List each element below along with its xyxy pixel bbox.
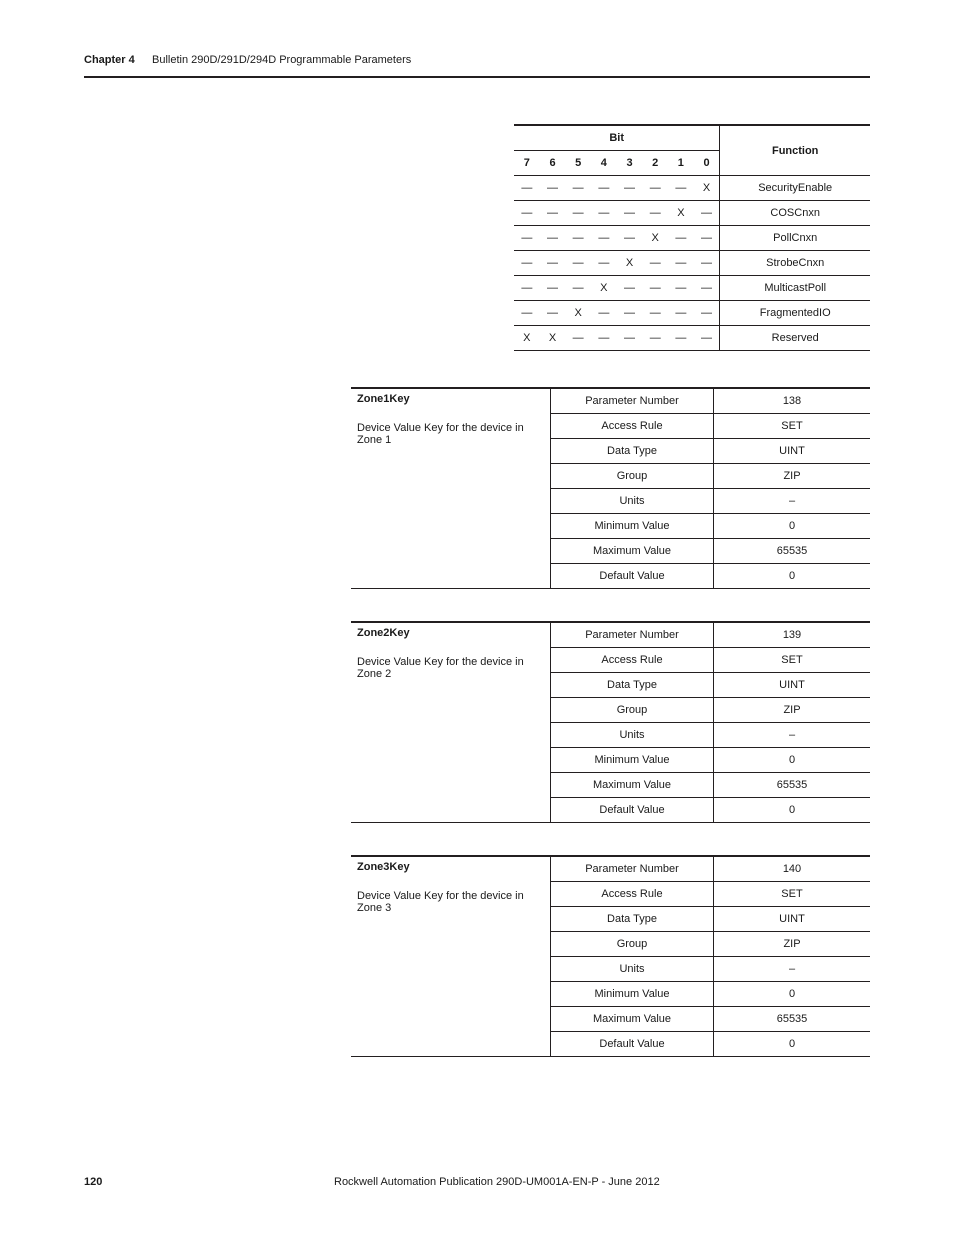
function-cell: MulticastPoll [720, 276, 870, 301]
bit-cell: — [565, 326, 591, 351]
param-attribute-value: – [714, 723, 871, 748]
bit-cell: — [668, 226, 694, 251]
param-attribute-value: UINT [714, 439, 871, 464]
bit-cell: X [694, 176, 720, 201]
param-attribute-value: 140 [714, 856, 871, 882]
bit-cell: — [591, 301, 617, 326]
param-attribute-label: Units [551, 723, 714, 748]
param-attribute-value: 65535 [714, 773, 871, 798]
param-attribute-label: Group [551, 464, 714, 489]
param-attribute-label: Access Rule [551, 648, 714, 673]
param-attribute-value: 0 [714, 1032, 871, 1057]
param-description: Device Value Key for the device in Zone 3 [357, 890, 524, 914]
bit-cell: — [565, 201, 591, 226]
param-attribute-label: Default Value [551, 564, 714, 589]
param-attribute-value: 0 [714, 982, 871, 1007]
bit-cell: — [617, 276, 643, 301]
bit-cell: — [694, 326, 720, 351]
param-attribute-value: 0 [714, 748, 871, 773]
table-row [351, 388, 870, 414]
bit-cell: — [591, 201, 617, 226]
bit-number-header: 4 [591, 151, 617, 176]
param-table-zone3key [351, 855, 870, 1057]
bit-cell: — [514, 301, 540, 326]
table-row [514, 226, 870, 251]
bit-cell: — [694, 201, 720, 226]
param-attribute-label: Units [551, 957, 714, 982]
param-attribute-label: Maximum Value [551, 539, 714, 564]
function-cell: StrobeCnxn [720, 251, 870, 276]
param-attribute-label: Maximum Value [551, 1007, 714, 1032]
param-attribute-label: Parameter Number [551, 856, 714, 882]
param-attribute-value: 65535 [714, 1007, 871, 1032]
bit-cell: — [540, 226, 566, 251]
param-name: Zone2Key [357, 627, 410, 639]
param-attribute-value: – [714, 489, 871, 514]
param-attribute-label: Minimum Value [551, 982, 714, 1007]
bit-number-header: 0 [694, 151, 720, 176]
bit-number-header: 6 [540, 151, 566, 176]
table-row [514, 326, 870, 351]
table-row [514, 276, 870, 301]
param-attribute-value: UINT [714, 907, 871, 932]
param-attribute-value: ZIP [714, 464, 871, 489]
bit-cell: — [514, 251, 540, 276]
bit-cell: — [540, 176, 566, 201]
param-attribute-label: Maximum Value [551, 773, 714, 798]
bit-number-header: 1 [668, 151, 694, 176]
bit-cell: — [565, 226, 591, 251]
bit-cell: — [694, 301, 720, 326]
param-attribute-label: Group [551, 698, 714, 723]
table-row [351, 622, 870, 648]
bit-header: Bit [514, 125, 720, 151]
param-attribute-label: Group [551, 932, 714, 957]
bit-cell: — [617, 201, 643, 226]
bit-cell: X [565, 301, 591, 326]
param-attribute-label: Default Value [551, 798, 714, 823]
chapter-title: Bulletin 290D/291D/294D Programmable Parameters [152, 54, 412, 66]
param-attribute-value: – [714, 957, 871, 982]
bit-cell: X [642, 226, 668, 251]
bit-cell: — [540, 301, 566, 326]
bit-number-header: 5 [565, 151, 591, 176]
param-attribute-value: 138 [714, 388, 871, 414]
bit-cell: — [514, 276, 540, 301]
bit-cell: — [668, 176, 694, 201]
bit-cell: — [617, 226, 643, 251]
bit-cell: — [540, 201, 566, 226]
param-attribute-label: Access Rule [551, 882, 714, 907]
bit-number-header: 3 [617, 151, 643, 176]
bit-cell: — [694, 226, 720, 251]
bit-function-table [514, 124, 870, 351]
param-attribute-value: SET [714, 648, 871, 673]
function-cell: SecurityEnable [720, 176, 870, 201]
function-cell: COSCnxn [720, 201, 870, 226]
param-attribute-label: Minimum Value [551, 748, 714, 773]
param-description-cell [351, 388, 551, 589]
param-attribute-label: Parameter Number [551, 388, 714, 414]
bit-cell: — [591, 251, 617, 276]
bit-cell: — [617, 176, 643, 201]
param-attribute-value: 0 [714, 798, 871, 823]
param-name: Zone3Key [357, 861, 410, 873]
param-attribute-value: 139 [714, 622, 871, 648]
table-row [514, 176, 870, 201]
bit-number-header: 2 [642, 151, 668, 176]
bit-cell: — [694, 276, 720, 301]
chapter-label: Chapter 4 [84, 54, 135, 66]
bit-cell: — [668, 301, 694, 326]
bit-cell: — [565, 251, 591, 276]
param-attribute-label: Minimum Value [551, 514, 714, 539]
page-number: 120 [84, 1176, 103, 1188]
table-row [514, 201, 870, 226]
param-table-zone2key [351, 621, 870, 823]
param-attribute-value: UINT [714, 673, 871, 698]
param-attribute-label: Access Rule [551, 414, 714, 439]
bit-cell: — [591, 226, 617, 251]
bit-cell: — [642, 201, 668, 226]
bit-cell: — [514, 226, 540, 251]
param-attribute-label: Data Type [551, 439, 714, 464]
bit-cell: X [617, 251, 643, 276]
bit-cell: X [514, 326, 540, 351]
bit-cell: — [514, 176, 540, 201]
bit-cell: — [617, 326, 643, 351]
param-attribute-value: 0 [714, 564, 871, 589]
bit-cell: X [540, 326, 566, 351]
param-description: Device Value Key for the device in Zone 2 [357, 656, 524, 680]
bit-cell: — [540, 276, 566, 301]
param-attribute-value: ZIP [714, 698, 871, 723]
param-attribute-value: SET [714, 414, 871, 439]
bit-cell: — [642, 176, 668, 201]
bit-cell: — [617, 301, 643, 326]
page-header [84, 54, 870, 78]
bit-cell: — [694, 251, 720, 276]
bit-cell: — [642, 276, 668, 301]
function-header: Function [720, 125, 870, 176]
bit-cell: — [591, 176, 617, 201]
bit-cell: — [591, 326, 617, 351]
param-attribute-value: 65535 [714, 539, 871, 564]
table-row [351, 856, 870, 882]
param-description: Device Value Key for the device in Zone 1 [357, 422, 524, 446]
param-attribute-label: Data Type [551, 907, 714, 932]
param-attribute-label: Parameter Number [551, 622, 714, 648]
function-cell: FragmentedIO [720, 301, 870, 326]
bit-cell: — [540, 251, 566, 276]
param-description-cell [351, 622, 551, 823]
bit-cell: — [642, 251, 668, 276]
bit-cell: — [668, 251, 694, 276]
bit-cell: X [591, 276, 617, 301]
param-name: Zone1Key [357, 393, 410, 405]
bit-cell: — [565, 176, 591, 201]
param-attribute-value: SET [714, 882, 871, 907]
param-attribute-label: Units [551, 489, 714, 514]
bit-cell: — [565, 276, 591, 301]
bit-cell: X [668, 201, 694, 226]
param-attribute-label: Default Value [551, 1032, 714, 1057]
function-cell: Reserved [720, 326, 870, 351]
table-row [514, 301, 870, 326]
param-attribute-label: Data Type [551, 673, 714, 698]
param-attribute-value: 0 [714, 514, 871, 539]
bit-cell: — [668, 326, 694, 351]
bit-cell: — [642, 301, 668, 326]
param-attribute-value: ZIP [714, 932, 871, 957]
function-cell: PollCnxn [720, 226, 870, 251]
bit-number-header: 7 [514, 151, 540, 176]
param-description-cell [351, 856, 551, 1057]
bit-cell: — [642, 326, 668, 351]
bit-cell: — [668, 276, 694, 301]
publication-info: Rockwell Automation Publication 290D-UM001A-EN-P - June 2012 [334, 1176, 660, 1188]
param-table-zone1key [351, 387, 870, 589]
bit-cell: — [514, 201, 540, 226]
table-row [514, 251, 870, 276]
